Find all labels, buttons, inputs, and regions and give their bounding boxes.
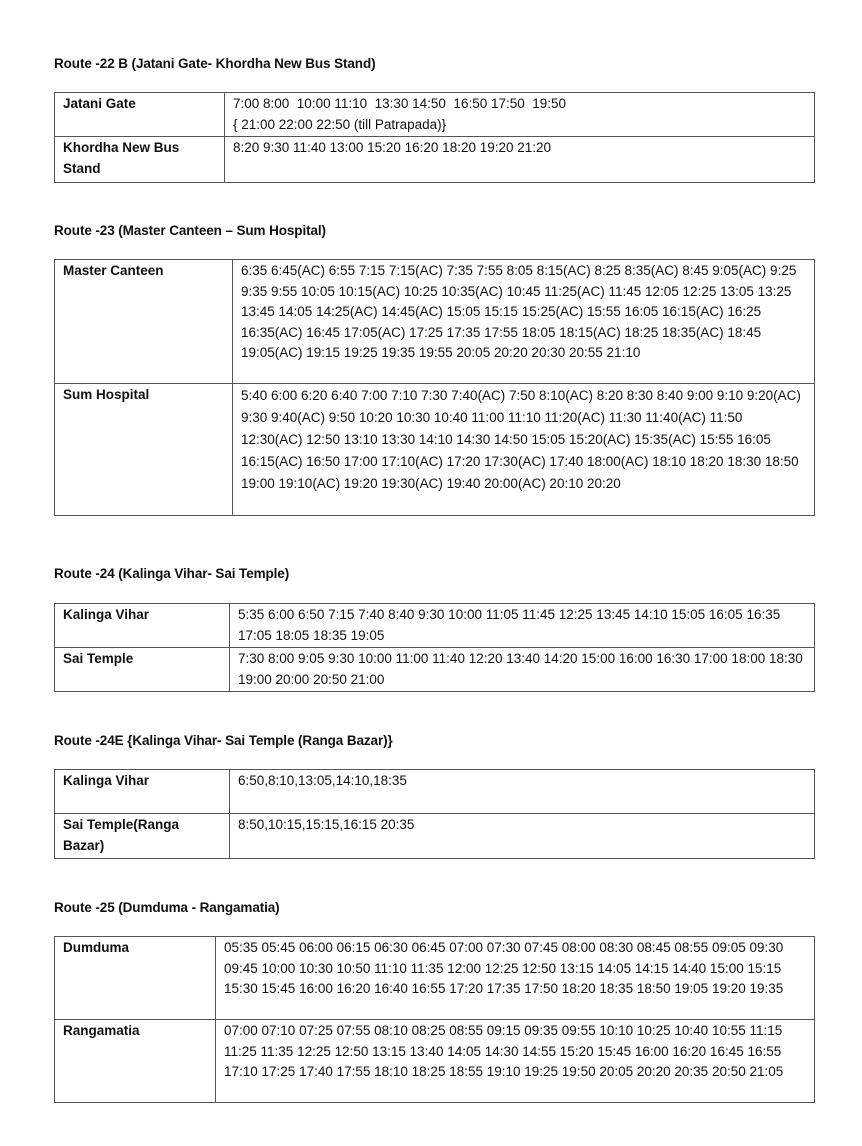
timings-line: { 21:00 22:00 22:50 (till Patrapada)} [233, 116, 447, 132]
table-row [55, 770, 815, 814]
route-22b-table [54, 92, 815, 183]
route-23-heading: Route -23 (Master Canteen – Sum Hospital) [54, 223, 326, 238]
timings-line: 7:00 8:00 10:00 11:10 13:30 14:50 16:50 17:50 19:50 [233, 96, 567, 111]
stop-name: Dumduma [55, 937, 216, 1020]
route-25-table [54, 936, 815, 1103]
route-25-heading: Route -25 (Dumduma - Rangamatia) [54, 900, 280, 915]
route-24-heading: Route -24 (Kalinga Vihar- Sai Temple) [54, 566, 290, 581]
timings: 8:20 9:30 11:40 13:00 15:20 16:20 18:20 19:20 21:20 [225, 137, 815, 183]
table-row [55, 1020, 815, 1103]
stop-name: Jatani Gate [55, 93, 225, 137]
timings: 7:30 8:00 9:05 9:30 10:00 11:00 11:40 12:20 13:40 14:20 15:00 16:00 16:30 17:00 18:00 18:30 19:00 20:00 20:50 21:00 [230, 648, 815, 692]
route-24e-heading: Route -24E {Kalinga Vihar- Sai Temple (Ranga Bazar)} [54, 733, 393, 748]
stop-name: Rangamatia [55, 1020, 216, 1103]
timings: 05:35 05:45 06:00 06:15 06:30 06:45 07:00 07:30 07:45 08:00 08:30 08:45 08:55 09:05 09:30 09:45 10:00 10:30 10:50 11:10 11:35 12:00 12:25 12:50 13:15 14:05 14:15 14:40 15:00 15:15 15:30 15:45 16:00 16:20 16:40 16:55 17:20 17:35 17:50 18:20 18:35 18:50 19:05 19:20 19:35 [216, 937, 815, 1020]
route-23-table [54, 259, 815, 516]
timings: 6:35 6:45(AC) 6:55 7:15 7:15(AC) 7:35 7:55 8:05 8:15(AC) 8:25 8:35(AC) 8:45 9:05(AC) 9:25 9:35 9:55 10:05 10:15(AC) 10:25 10:35(AC) 10:45 11:25(AC) 11:45 12:05 12:25 13:05 13:25 13:45 14:05 14:25(AC) 14:45(AC) 15:05 15:15 15:25(AC) 15:55 16:05 16:15(AC) 16:25 16:35(AC) 16:45 17:05(AC) 17:25 17:35 17:55 18:05 18:15(AC) 18:25 18:35(AC) 18:45 19:05(AC) 19:15 19:25 19:35 19:55 20:05 20:20 20:30 20:55 21:10 [233, 260, 815, 384]
table-row [55, 604, 815, 648]
stop-name: Sai Temple(Ranga Bazar) [55, 814, 230, 859]
table-row [55, 93, 815, 137]
timings: 6:50,8:10,13:05,14:10,18:35 [230, 770, 815, 814]
table-row [55, 648, 815, 692]
timings: 5:35 6:00 6:50 7:15 7:40 8:40 9:30 10:00 11:05 11:45 12:25 13:45 14:10 15:05 16:05 16:35 17:05 18:05 18:35 19:05 [230, 604, 815, 648]
table-row [55, 260, 815, 384]
timings [225, 93, 815, 137]
stop-name: Sum Hospital [55, 384, 233, 516]
timings: 07:00 07:10 07:25 07:55 08:10 08:25 08:55 09:15 09:35 09:55 10:10 10:25 10:40 10:55 11:15 11:25 11:35 12:25 12:50 13:15 13:40 14:05 14:30 14:55 15:20 15:45 16:00 16:20 16:45 16:55 17:10 17:25 17:40 17:55 18:10 18:25 18:55 19:10 19:25 19:50 20:05 20:20 20:35 20:50 21:05 [216, 1020, 815, 1103]
stop-name: Kalinga Vihar [55, 770, 230, 814]
stop-name: Master Canteen [55, 260, 233, 384]
table-row [55, 137, 815, 183]
stop-name: Sai Temple [55, 648, 230, 692]
stop-name: Kalinga Vihar [55, 604, 230, 648]
timings: 5:40 6:00 6:20 6:40 7:00 7:10 7:30 7:40(AC) 7:50 8:10(AC) 8:20 8:30 8:40 9:00 9:10 9:20(AC) 9:30 9:40(AC) 9:50 10:20 10:30 10:40 11:00 11:10 11:20(AC) 11:30 11:40(AC) 11:50 12:30(AC) 12:50 13:10 13:30 14:10 14:30 14:50 15:05 15:20(AC) 15:35(AC) 15:55 16:05 16:15(AC) 16:50 17:00 17:10(AC) 17:20 17:30(AC) 17:40 18:00(AC) 18:10 18:20 18:30 18:50 19:00 19:10(AC) 19:20 19:30(AC) 19:40 20:00(AC) 20:10 20:20 [233, 384, 815, 516]
table-row [55, 937, 815, 1020]
route-24-table [54, 603, 815, 692]
route-22b-heading: Route -22 B (Jatani Gate- Khordha New Bus Stand) [54, 56, 376, 71]
table-row [55, 384, 815, 516]
timings: 8:50,10:15,15:15,16:15 20:35 [230, 814, 815, 859]
stop-name: Khordha New Bus Stand [55, 137, 225, 183]
route-24e-table [54, 769, 815, 859]
table-row [55, 814, 815, 859]
